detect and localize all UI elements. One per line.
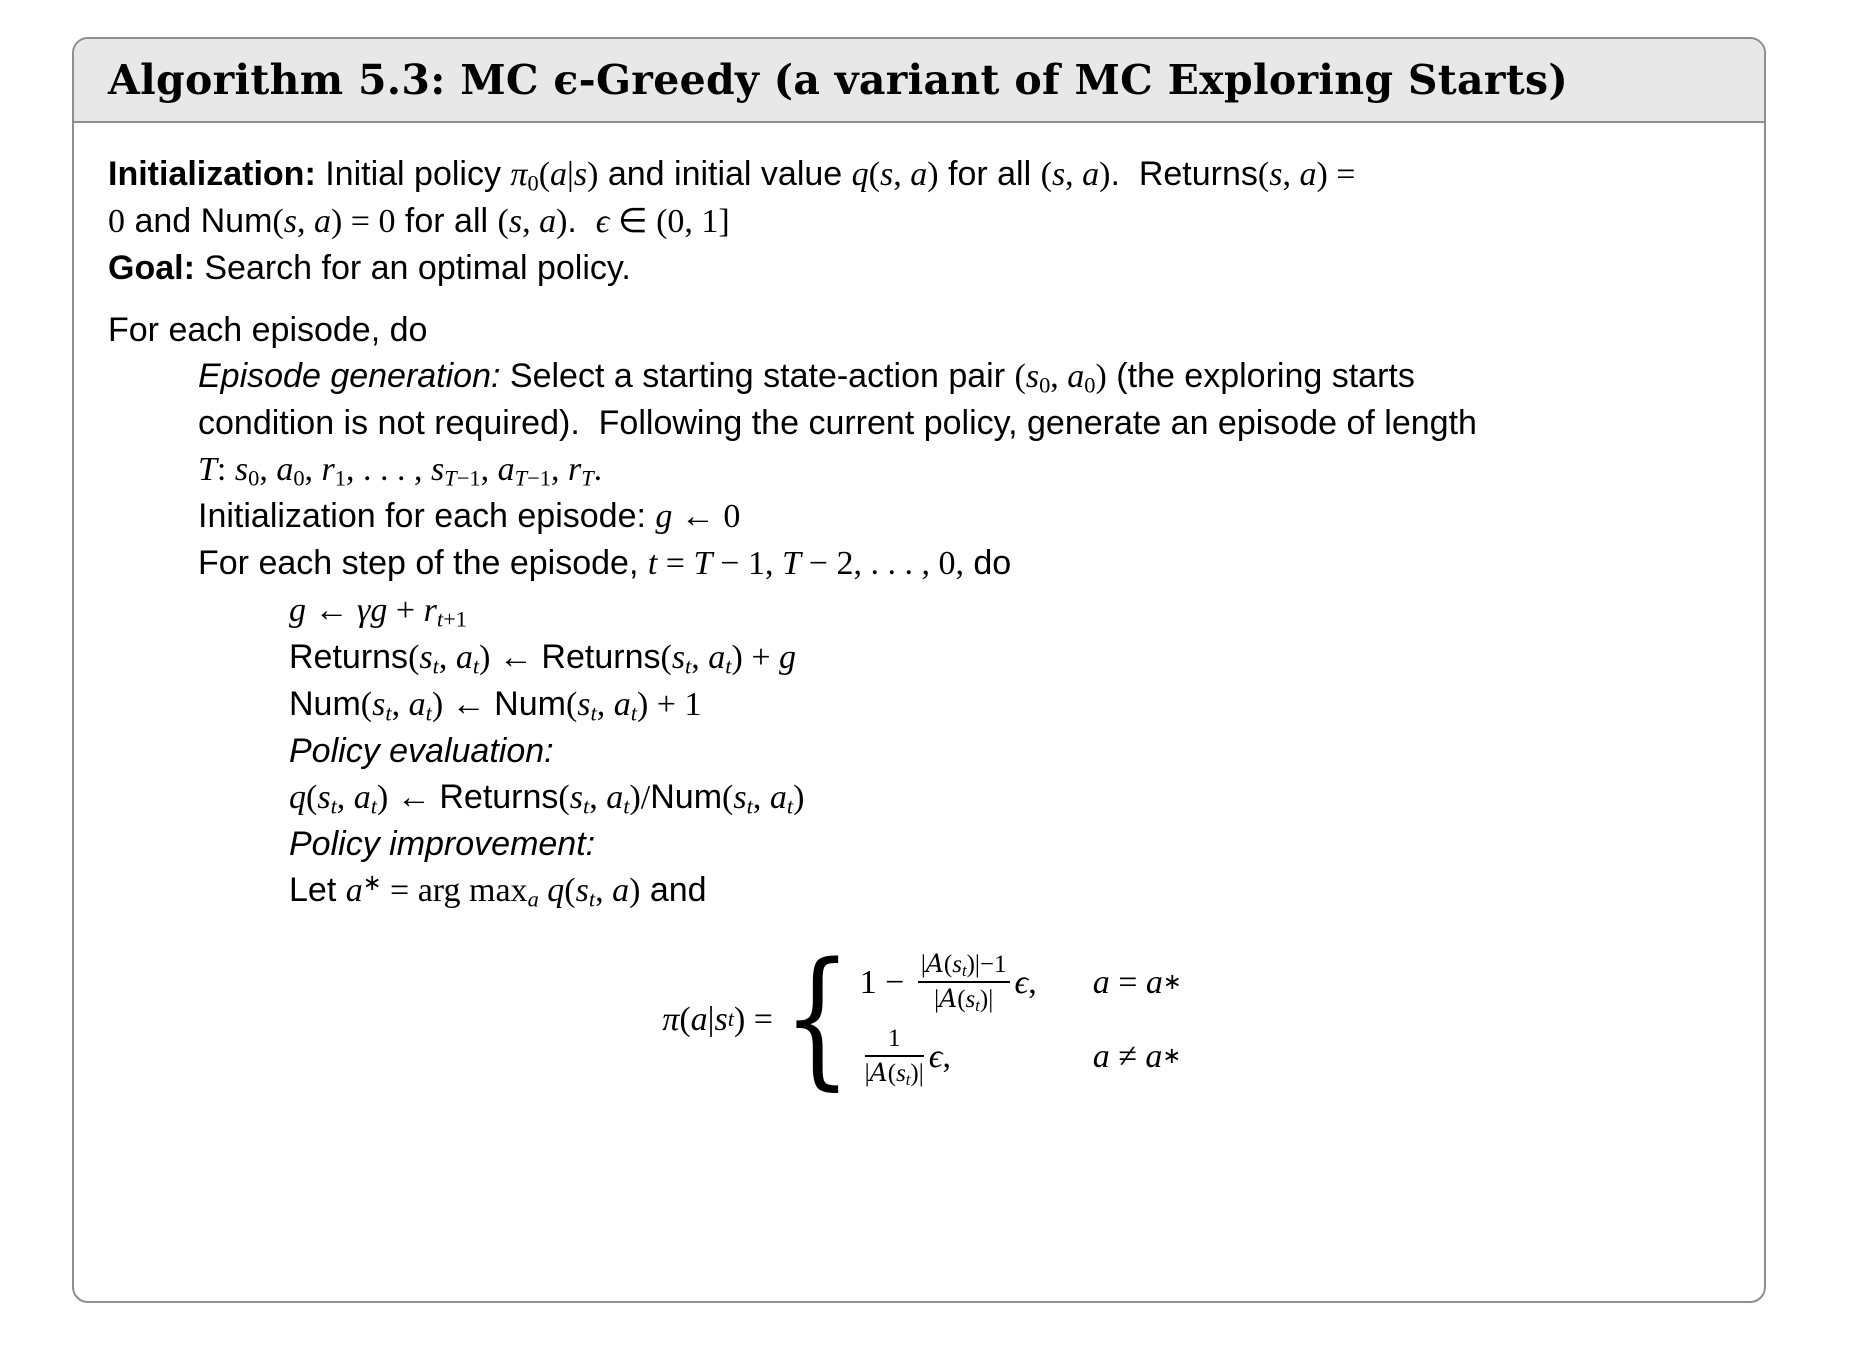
text-run: Policy improvement: [289,825,596,863]
text-run: T−1 [514,465,551,491]
text-run: , a [438,639,473,676]
text-run: )| [910,1060,924,1087]
text-run: t [330,793,337,819]
case-condition: a ≠ a ∗ [1093,1033,1182,1080]
text-run: ϵ ∈ (0, 1] [595,203,730,240]
text-run: , a [336,779,371,816]
text-run: Initialization: [108,155,316,193]
text-run: t [961,961,967,981]
text-run: for all [938,155,1041,193]
text-run: A [925,949,944,978]
text-run: (the exploring starts [1106,357,1415,395]
text-run: and initial value [598,155,852,193]
algo-line [289,634,1736,681]
text-run: , . . . , s [346,451,445,488]
text-run: t [725,653,732,679]
text-run: , a) [595,872,641,909]
text-run: . [567,202,596,240]
text-run: ) + g [731,639,797,676]
text-run: q(s [547,872,589,909]
algo-line [289,587,1736,634]
text-run: ϵ, [1014,963,1037,1001]
text-run: )/ [629,779,651,816]
case-value [860,950,1037,1014]
text-run: | [864,1060,870,1087]
text-run: a [527,886,539,912]
text-run: t [425,700,432,726]
algorithm-title: Algorithm 5.3: MC ϵ-Greedy (a variant of MC Exploring Starts) [108,56,1569,104]
text-run: 1 [334,465,346,491]
text-run: T−1 [444,465,481,491]
text-run: 0 [1039,372,1051,398]
text-run: g ← 0 [655,498,741,535]
text-run: ) ← [479,639,542,676]
text-run: (a|s) [538,156,599,193]
text-run: Select a starting state-action pair [500,357,1015,395]
equation-cases [860,950,1182,1088]
text-run: and [125,202,201,240]
text-run: Initialization for each episode: [198,497,656,535]
text-run: t [472,653,480,679]
text-run: , a [596,686,631,723]
algo-line [289,821,1736,867]
text-run: (s [1014,358,1040,395]
text-run: , r [304,451,335,488]
text-run: a = a [1092,963,1163,1001]
text-run: ) + 1 [636,686,702,723]
text-run: (s, a) [497,203,568,240]
text-run: 1 [887,1025,901,1052]
algo-line [198,400,1736,446]
text-run: π [510,156,528,193]
text-run: )| [979,986,994,1013]
text-run: Returns [541,638,661,676]
text-run: Num [289,685,361,723]
text-run: . [593,451,603,488]
text-run: a ≠ a [1092,1037,1163,1075]
text-run: t [685,653,692,679]
fraction [865,1024,924,1088]
algo-line [198,540,1736,587]
text-run: A [869,1058,888,1087]
text-run: t [623,793,630,819]
text-run: t [588,886,596,912]
algo-line [108,245,1736,291]
left-brace: { [782,932,852,1105]
algo-body-lines [108,151,1736,914]
text-run: (s, a) = [1257,156,1356,193]
text-run: ϵ, [928,1037,951,1075]
text-run: t [975,996,980,1016]
text-run: Num [650,778,723,816]
text-run: Num [200,202,273,240]
text-run: (s [660,639,686,676]
text-run: 0 [293,465,305,491]
text-run: g ← γg + r [289,592,437,629]
case-condition: a = a ∗ [1093,959,1182,1006]
text-run: | [934,986,940,1013]
equation-lhs: π(a|s t ) = [662,996,773,1043]
text-run: arg max [417,872,528,909]
text-run: ) [1095,358,1107,395]
algorithm-header [74,39,1764,123]
text-run: t [385,700,392,726]
text-run: , a [752,779,787,816]
text-run: Policy evaluation: [289,732,554,770]
text-run: (s [943,951,962,978]
text-run: t+1 [436,606,467,632]
algo-line [108,151,1736,198]
text-run: )|−1 [966,951,1007,978]
text-run: t [370,793,378,819]
text-run: (s, a) [1040,156,1111,193]
text-run: ∗ [362,869,382,895]
text-run: ) ← [431,686,495,723]
text-run: (s [408,639,433,676]
text-run: = [381,872,418,909]
text-run: For each step of the episode, [198,544,648,582]
text-run: T [581,465,594,491]
text-run: ) ← [377,779,440,816]
text-run: for all [395,202,498,240]
text-run: π(a|s [662,1000,728,1038]
algo-line [289,774,1736,821]
text-run: a [345,872,363,909]
case-value [860,1024,1037,1088]
text-run: 1 − [859,963,913,1001]
algo-line [289,728,1736,774]
algorithm-body [74,123,1764,1105]
algo-line [198,493,1736,540]
text-run: , a [480,451,515,488]
text-run: , a [691,639,726,676]
text-run: For each episode, do [108,311,428,349]
text-run: 0 [108,203,125,240]
text-run: and [640,871,707,909]
text-run: ) [793,779,805,816]
fraction [918,950,1010,1014]
text-run: Initial policy [315,155,511,193]
text-run: ) = [733,1000,773,1038]
text-run: q(s, a) [851,156,939,193]
text-run: (s [887,1060,906,1087]
algo-line [108,307,1736,353]
algorithm-box [72,37,1766,1303]
text-run: Returns [289,638,409,676]
policy-equation [108,932,1736,1105]
text-run: (s [722,779,747,816]
text-run: (s, a) = 0 [272,203,396,240]
text-run: Num [494,685,566,723]
text-run: A [939,984,958,1013]
text-run: t [746,793,753,819]
text-run: . Returns [1110,155,1258,193]
text-run: t [582,793,590,819]
text-run: (s [957,986,976,1013]
text-run: 0 [1084,372,1096,398]
text-run: t [786,793,794,819]
algo-line [289,867,1736,914]
text-run: Let [289,871,346,909]
algo-line [198,353,1736,400]
text-run: t [905,1070,911,1090]
text-run: 0 [527,170,539,196]
text-run: T: s [198,451,249,488]
text-run: do [963,544,1012,582]
algo-line [198,446,1736,493]
text-run: , a [391,686,426,723]
text-run: (s [565,686,591,723]
text-run: t [630,700,637,726]
text-run: 0 [248,465,260,491]
algo-line [289,681,1736,728]
text-run: t = T − 1, T − 2, . . . , 0, [647,545,964,582]
text-run: | [920,951,926,978]
text-run: Goal: [108,249,195,287]
text-run: , r [550,451,582,488]
text-run: t [590,700,597,726]
text-run: (s [360,686,386,723]
text-run: t [432,653,439,679]
text-run: (s [558,779,583,816]
text-run: , a [259,451,294,488]
text-run: , a [589,779,624,816]
text-run: condition is not required). Following the current policy, generate an episode of length [198,404,1477,442]
text-run: Returns [439,778,559,816]
text-run: Episode generation: [198,357,501,395]
text-run: , a [1050,358,1085,395]
algo-line [108,198,1736,245]
text-run: q(s [289,779,331,816]
text-run: Search for an optimal policy. [194,249,631,287]
